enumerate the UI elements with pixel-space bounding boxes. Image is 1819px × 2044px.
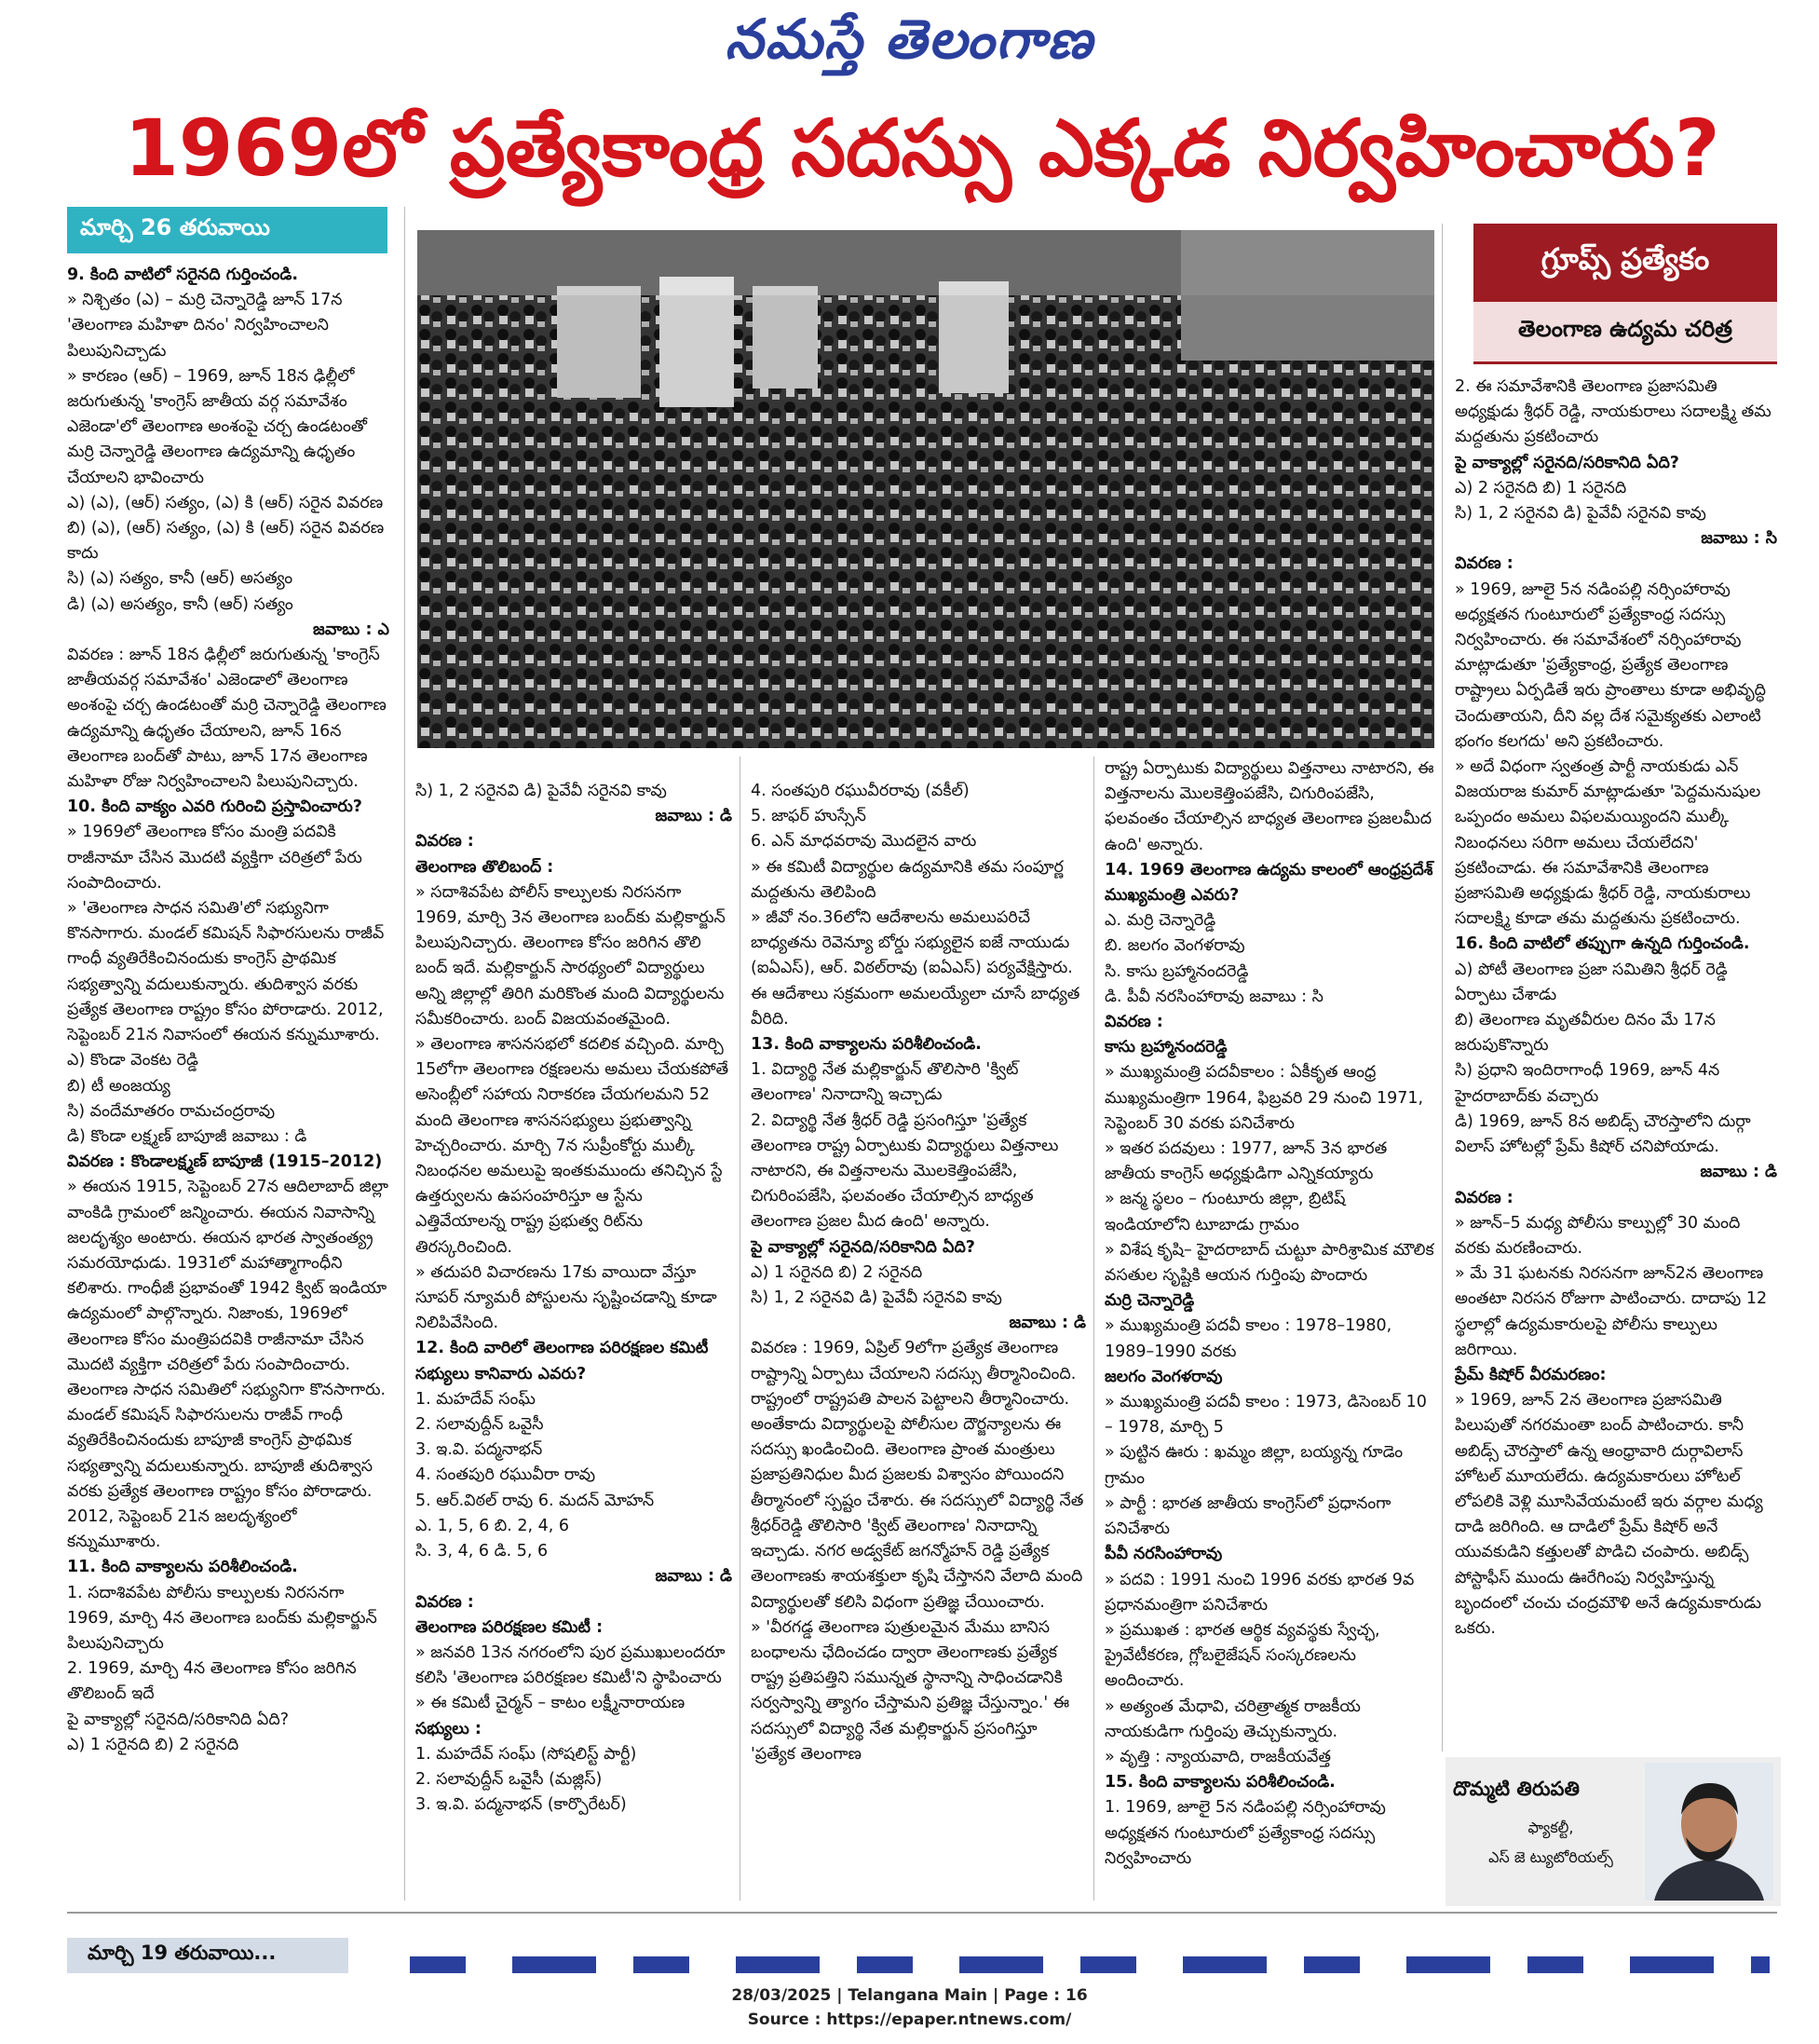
question-14: 14. 1969 తెలంగాణ ఉద్యమ కాలంలో ఆంధ్రప్రదేశ్ ముఖ్యమంత్రి ఎవరు? [1105,860,1433,906]
paragraph: రాష్ట్ర ఏర్పాటుకు విద్యార్థులు విత్తనాలు నాటారని, ఈ విత్తనాలను మొలకెత్తింపజేసి, చిగురింపజేసి, ఫలవంతం చేయాల్సిన బాధ్యత తెలంగాణ ప్రజలమీద ఉంది' అన్నారు. [1105,759,1434,854]
option: డి) 1969, జూన్ 8న అబిడ్స్ చౌరస్తాలోని దుర్గా విలాస్ హోటల్లో ప్రేమ్ కిషోర్ చనిపోయాడు. [1455,1111,1751,1157]
option: బి) తెలంగాణ మృతవీరుల దినం మే 17న జరుపుకొన్నారు [1455,1011,1716,1056]
list-item: 2. సలావుద్దీన్ ఒవైసీ (మజ్లిస్) [415,1769,603,1789]
column-divider [404,207,405,1901]
subheading: పీవీ నరసింహారావు [1105,1545,1223,1564]
author-org: ఎస్ జె ట్యుటోరియల్స్ [1488,1848,1613,1866]
question-12: 12. కింది వారిలో తెలంగాణ పరిరక్షణల కమిటీ సభ్యులు కానివారు ఎవరు? [415,1339,709,1383]
paragraph: » ఈ కమిటీ చైర్మన్ – కాటం లక్ష్మీనారాయణ [415,1694,686,1713]
answer: జవాబు : డి [1009,1314,1086,1333]
question-16: 16. కింది వాటిలో తప్పుగా ఉన్నది గుర్తించండి. [1455,934,1750,954]
paragraph: » జూన్–5 మధ్య పోలీసు కాల్పుల్లో 30 మంది వరకు మరణించారు. [1455,1213,1741,1258]
paragraph: » తెలంగాణ శాసనసభలో కదలిక వచ్చింది. మార్చి 15లోగా తెలంగాణ రక్షణలను అమలు చేయకపోతే అసెంబ్లీలో సహాయ నిరాకరణ చేయగలమని 52 మంది తెలంగాణ శాసనసభ్యులు ప్రభుత్వాన్ని హెచ్చరించారు. మార్చి 7న సుప్రీంకోర్టు ముల్కీ నిబంధనల అమలుపై ఇంతకుముందు తనిచ్చిన స్టే ఉత్తర్వులను ఉపసంహరిస్తూ ఆ స్టేను ఎత్తివేయాలన్న రాష్ట్ర ప్రభుత్వ రిట్‌ను తిరస్కరించింది. [415,1035,729,1257]
paragraph: » ప్రముఖత : భారత ఆర్థిక వ్యవస్థకు స్వేచ్ఛ, ప్రైవేటీకరణ, గ్లోబలైజేషన్ సంస్కరణలను అందించారు. [1105,1620,1380,1691]
column-4 [1105,756,1434,1904]
paragraph: » జనవరి 13న నగరంలోని పుర ప్రముఖులందరూ కలిసి 'తెలంగాణ పరిరక్షణల కమిటీ'ని స్థాపించారు [415,1642,726,1688]
option: సి) 1, 2 సరైనవి డి) పైవేవీ సరైనవి కావు [1455,504,1706,524]
list-item: 3. ఇ.వి. పద్మనాభన్ [415,1440,543,1460]
masthead-logo: నమస్తే తెలంగాణ [725,7,1094,71]
horizontal-rule [67,1912,1777,1914]
paragraph: » ముఖ్యమంత్రి పదవీకాలం : ఏకీకృత ఆంధ్ర ముఖ్యమంత్రిగా 1964, ఫిబ్రవరి 29 నుంచి 1971, సెప్టెంబర్ 30 వరకు పనిచేశారు [1105,1063,1424,1133]
question-prompt: పై వాక్యాల్లో సరైనది/సరికానిది ఏది? [1455,453,1679,472]
paragraph: » సదాశివపేట పోలీస్ కాల్పులకు నిరసనగా 1969, మార్చి 3న తెలంగాణ బంద్‌కు మల్లికార్జున్ పిలుపునిచ్చారు. తెలంగాణ కోసం జరిగిన తొలి బంద్ ఇదే. మల్లికార్జున్ సారథ్యంలో విద్యార్థులు అన్ని జిల్లాల్లో తిరిగి మరికొంత మంది విద్యార్థులను సమీకరించారు. బంద్ విజయవంతమైంది. [415,882,726,1029]
explanation-heading: వివరణ : [415,1592,474,1612]
paragraph: » 1969లో తెలంగాణ కోసం మంత్రి పదవికి రాజీనామా చేసిన మొదటి వ్యక్తిగా చరిత్రలో పేరు సంపాదించారు. [67,823,362,893]
explanation-heading: వివరణ : కొండాలక్ష్మణ్ బాపూజీ (1915–2012) [67,1152,383,1172]
question-15: 15. కింది వాక్యాలను పరిశీలించండి. [1105,1773,1336,1792]
question-11: 11. కింది వాక్యాలను పరిశీలించండి. [67,1558,298,1577]
groups-special-banner: గ్రూప్స్ ప్రత్యేకం [1473,224,1777,302]
answer: జవాబు : ఎ [313,620,389,639]
statement: పై వాక్యాల్లో సరైనది/సరికానిది ఏది? [67,1710,290,1729]
answer: జవాబు : సి [1701,529,1777,549]
list-item: 4. సంతపురి రఘువీరా రావు [415,1465,596,1485]
column-5 [1455,375,1777,1750]
option: సి) వందేమాతరం రామచంద్రరావు [67,1101,276,1121]
paragraph: » 'తెలంగాణ సాధన సమితి'లో సభ్యునిగా కొనసాగారు. మండల్ కమిషన్ సిఫారసులను రాజీవ్ గాంధీ వ్యతిరేకించినందుకు కాంగ్రెస్ ప్రాథమిక సభ్యత్వాన్ని వదులుకున్నారు. తుదిశ్వాస వరకు ప్రత్యేక తెలంగాణ రాష్ట్రం కోసం పోరాడారు. 2012, సెప్టెంబర్ 21న నివాసంలో ఈయన కన్నుమూశారు. [67,899,385,1045]
option: డి) (ఎ) అసత్యం, కానీ (ఆర్) సత్యం [67,594,293,614]
answer: జవాబు : డి [1700,1163,1777,1182]
protest-photo [417,230,1434,748]
option: సి) (ఎ) సత్యం, కానీ (ఆర్) అసత్యం [67,569,293,589]
paragraph: » జన్మ స్థలం – గుంటూరు జిల్లా, బ్రిటిష్ ఇండియాలోని టూబాడు గ్రామం [1105,1190,1346,1234]
column-3 [751,779,1086,1904]
next-headline-strip [410,1956,1770,1973]
author-photo [1645,1763,1773,1901]
question-prompt: పై వాక్యాల్లో సరైనది/సరికానిది ఏది? [751,1237,975,1257]
option: ఎ) 1 సరైనది బి) 2 సరైనది [67,1735,239,1754]
paragraph: » 1969, జూలై 5న నడింపల్లి నర్సింహారావు అధ్యక్షతన గుంటూరులో ప్రత్యేకాంధ్ర సదస్సు నిర్వహించారు. ఈ సమావేశంలో నర్సింహారావు మాట్లాడుతూ 'ప్రత్యేకాంధ్ర, ప్రత్యేక తెలంగాణ రాష్ట్రాలు ఏర్పడితే ఇరు ప్రాంతాలు కూడా అభివృద్ధి చెందుతాయని, దీని వల్ల దేశ సమైక్యతకు ఎలాంటి భంగం కలగదు' అని ప్రకటించారు. [1455,579,1766,751]
paragraph: » ముఖ్యమంత్రి పదవీ కాలం : 1978–1980, 1989–1990 వరకు [1105,1316,1392,1361]
option: ఎ) పోటీ తెలంగాణ ప్రజా సమితిని శ్రీధర్ రెడ్డి ఏర్పాటు చేశాడు [1455,960,1728,1004]
footer-date-page: 28/03/2025 | Telangana Main | Page : 16 [731,1986,1088,2005]
option: ఎ) కొండా వెంకట రెడ్డి [67,1051,198,1070]
answer: జవాబు : డి [655,1567,732,1587]
paragraph: » ఈయన 1915, సెప్టెంబర్ 27న ఆదిలాబాద్ జిల్లా వాంకిడి గ్రామంలో జన్మించారు. ఈయన నివాసాన్ని జలదృశ్యం అంటారు. ఈయన భారత స్వాతంత్య్ర సమరయోధుడు. 1931లో మహాత్మాగాంధీని కలిశారు. గాంధీజీ ప్రభావంతో 1942 క్విట్ ఇండియా ఉద్యమంలో పాల్గొన్నారు. నిజాంకు, 1969లో తెలంగాణ కోసం మంత్రిపదవికి రాజీనామా చేసిన మొదటి వ్యక్తిగా చరిత్రలో పేరు సంపాదించారు. తెలంగాణ సాధన సమితిలో సభ్యునిగా కొనసాగారు. మండల్ కమిషన్ సిఫారసులను రాజీవ్ గాంధీ వ్యతిరేకించినందుకు బాపూజీ కాంగ్రెస్ ప్రాథమిక సభ్యత్వాన్ని వదులుకున్నారు. బాపూజీ తుదిశ్వాస వరకు ప్రత్యేక తెలంగాణ రాష్ట్రం కోసం పోరాడారు. 2012, సెప్టెంబర్ 21న జలదృశ్యంలో కన్నుమూశారు. [67,1178,388,1552]
paragraph: » 'వీరగడ్డ తెలంగాణ పుత్రులమైన మేము బానిస బంధాలను ఛేదించడం ద్వారా తెలంగాణకు ప్రత్యేక రాష్ట్ర ప్రతిపత్తిని సమున్నత స్థానాన్ని సాధించడానికి సర్వస్వాన్ని త్యాగం చేస్తామని ప్రతిజ్ఞ చేస్తున్నాం.' ఈ సదస్సులో విద్యార్థి నేత మల్లికార్జున్ ప్రసంగిస్తూ 'ప్రత్యేక తెలంగాణ [751,1617,1070,1764]
statement: 1. విద్యార్థి నేత మల్లికార్జున్ తొలిసారి 'క్విట్ తెలంగాణ' నినాదాన్ని ఇచ్చాడు [751,1060,1019,1105]
option: సి) ప్రధాని ఇందిరాగాంధీ 1969, జూన్ 4న హైదరాబాద్‌కు వచ్చారు [1455,1061,1720,1106]
section-tag-previous: మార్చి 19 తరువాయి... [67,1938,348,1973]
column-1 [67,263,389,1904]
list-item: 5. జాఫర్ హుస్సేన్ [751,807,866,826]
paragraph: » 1969, జూన్ 2న తెలంగాణ ప్రజాసమితి పిలుపుతో నగరమంతా బంద్ పాటించారు. కానీ అబిడ్స్ చౌరస్తాలో ఉన్న ఆంధ్రావారి దుర్గావిలాస్ హోటల్ మూయలేదు. ఉద్యమకారులు హోటల్ లోపలికి వెళ్లి మూసివేయమంటే ఇరు వర్గాల మధ్య దాడి జరిగింది. ఆ దాడిలో ప్రేమ్ కిషోర్ అనే యువకుడిని కత్తులతో పొడిచి చంపారు. అబిడ్స్ పోస్టాఫీస్ ముందు ఊరేగింపు నిర్వహిస్తున్న బృందంలో చంచు చంద్రమౌళి అనే ఉద్యమకారుడు ఒకరు. [1455,1391,1763,1638]
option: సి. 3, 4, 6 డి. 5, 6 [415,1542,549,1561]
list-item: 2. సలావుద్దీన్ ఒవైసీ [415,1415,544,1435]
paragraph: » తదుపరి విచారణను 17కు వాయిదా వేస్తూ సూపర్ న్యూమరీ పోస్టులను సృష్టించడాన్ని కూడా నిలిపివేసింది. [415,1262,717,1333]
answer: జవాబు : డి [655,807,732,826]
option: సి. కాసు బ్రహ్మానందరెడ్డి [1105,961,1249,981]
paragraph: » పదవి : 1991 నుంచి 1996 వరకు భారత 9వ ప్రధానమంత్రిగా పనిచేశారు [1105,1570,1415,1615]
paragraph: » అత్యంత మేధావి, చరిత్రాత్మక రాజకీయ నాయకుడిగా గుర్తింపు తెచ్చుకున్నారు. [1105,1697,1361,1741]
paragraph: » ఈ కమిటీ విద్యార్థుల ఉద్యమానికి తమ సంపూర్ణ మద్దతును తెలిపింది [751,857,1064,902]
paragraph: » జీవో నం.36లోని ఆదేశాలను అమలుపరిచే బాధ్యతను రెవెన్యూ బోర్డు సభ్యులైన ఐజే నాయుడు (ఐఏఎస్), ఆర్. విఠల్‌రావు (ఐఏఎస్) పర్యవేక్షిస్తారు. ఈ ఆదేశాలు సక్రమంగా అమలయ్యేలా చూసే బాధ్యత వీరిది. [751,908,1080,1029]
option: బి) టీ అంజయ్య [67,1076,170,1096]
paragraph: » ముఖ్యమంత్రి పదవీ కాలం : 1973, డిసెంబర్ 10 – 1978, మార్చి 5 [1105,1393,1427,1438]
question-9: 9. కింది వాటిలో సరైనది గుర్తించండి. [67,266,298,284]
paragraph: » నిశ్చితం (ఎ) – మర్రి చెన్నారెడ్డి జూన్ 17న 'తెలంగాణ మహిళా దినం' నిర్వహించాలని పిలుపునిచ్చాడు [67,291,343,361]
explanation-heading: వివరణ : [1105,1013,1163,1032]
option: డి) కొండా లక్ష్మణ్ బాపూజీ జవాబు : డి [67,1126,307,1146]
option: ఎ. మర్రి చెన్నారెడ్డి [1105,911,1216,931]
explanation: వివరణ : 1969, ఏప్రిల్ 9లోగా ప్రత్యేక తెలంగాణ రాష్ట్రాన్ని ఏర్పాటు చేయాలని సదస్సు తీర్మానించింది. రాష్ట్రంలో రాష్ట్రపతి పాలన పెట్టాలని తీర్మానించారు. అంతేకాదు విద్యార్థులపై పోలీసుల దౌర్జన్యాలను ఈ సదస్సు ఖండించింది. తెలంగాణ ప్రాంత మంత్రులు ప్రజాప్రతినిధుల మీద ప్రజలకు విశ్వాసం పోయిందని తీర్మానంలో స్పష్టం చేశారు. ఈ సదస్సులో విద్యార్థి నేత శ్రీధర్‌రెడ్డి తొలిసారి 'క్విట్ తెలంగాణ' నినాదాన్ని ఇచ్చాడు. నగర అడ్వకేట్ జగన్మోహన్ రెడ్డి ప్రత్యేక తెలంగాణకు శాయశక్తులా కృషి చేస్తానని వేలాది మంది విద్యార్థులతో కలిసి విధంగా ప్రతిజ్ఞ చేయించారు. [751,1339,1084,1612]
statement: 2. విద్యార్థి నేత శ్రీధర్ రెడ్డి ప్రసంగిస్తూ 'ప్రత్యేక తెలంగాణ రాష్ట్ర ఏర్పాటుకు విద్యార్థులు విత్తనాలు నాటారని, ఈ విత్తనాలను మొలకెత్తింపజేసి, చిగురింపజేసి, ఫలవంతం చేయాల్సిన బాధ్యత తెలంగాణ ప్రజల మీద ఉంది' అన్నారు. [751,1111,1059,1232]
author-role: ఫ్యాకల్టీ, [1527,1819,1574,1836]
author-name: దొమ్మటి తిరుపతి [1453,1778,1580,1800]
option: బి. జలగం వెంగళరావు [1105,936,1245,956]
subheading: తెలంగాణ పరిరక్షణల కమిటీ : [415,1617,604,1637]
column-divider [1093,756,1094,1901]
paragraph: » కారణం (ఆర్) – 1969, జూన్ 18న ఢిల్లీలో జరుగుతున్న 'కాంగ్రెస్ జాతీయ వర్గ సమావేశం ఎజెండా'లో తెలంగాణ అంశంపై చర్చ ఉండటంతో మర్రి చెన్నారెడ్డి తెలంగాణ ఉద్యమాన్ని ఉధృతం చేయాలని భావించారు [67,366,367,487]
paragraph: » పుట్టిన ఊరు : ఖమ్మం జిల్లా, బయ్యన్న గూడెం గ్రామం [1105,1443,1404,1488]
subheading: కాసు బ్రహ్మానందరెడ్డి [1105,1038,1228,1057]
subheading: జలగం వెంగళరావు [1105,1367,1223,1386]
subheading: సభ్యులు : [415,1719,482,1738]
option: సి) 1, 2 సరైనవి డి) పైవేవీ సరైనవి కావు [751,1288,1002,1308]
statement: 2. ఈ సమావేశానికి తెలంగాణ ప్రజాసమితి అధ్యక్షుడు శ్రీధర్ రెడ్డి, నాయకురాలు సదాలక్ష్మి తమ మద్దతును ప్రకటించారు [1455,377,1771,447]
explanation-heading: వివరణ : [1455,1188,1514,1207]
explanation-heading: వివరణ : [1455,554,1514,574]
subheading: ప్రేమ్ కిషోర్ వీరమరణం: [1455,1365,1607,1384]
subheading: మర్రి చెన్నారెడ్డి [1105,1291,1195,1311]
list-item: 5. ఆర్.విఠల్ రావు 6. మదన్ మోహన్ [415,1491,655,1510]
list-item: 4. సంతపురి రఘువీరరావు (వకీల్) [751,782,970,800]
telangana-movement-history-label: తెలంగాణ ఉద్యమ చరిత్ర [1473,302,1777,364]
option: ఎ) (ఎ), (ఆర్) సత్యం, (ఎ) కి (ఆర్) సరైన వివరణ [67,493,384,512]
option: ఎ) 2 సరైనది బి) 1 సరైనది [1455,478,1627,497]
statement: 1. 1969, జూలై 5న నడింపల్లి నర్సింహారావు అధ్యక్షతన గుంటూరులో ప్రత్యేకాంధ్ర సదస్సు నిర్వహించారు [1105,1798,1386,1868]
subheading: తెలంగాణ తొలిబంద్ : [415,857,554,877]
footer-source: Source : https://epaper.ntnews.com/ [747,2010,1072,2029]
list-item: 1. మహదేవ్ సంఘ్ [415,1389,536,1409]
column-divider [1442,224,1443,1751]
paragraph: » మే 31 ఘటనకు నిరసనగా జూన్2న తెలంగాణ అంతటా నిరసన రోజుగా పాటించారు. దాదాపు 12 స్థలాల్లో ఉద్యమకారులపై పోలీసు కాల్పులు జరిగాయి. [1455,1264,1768,1359]
option: బి) (ఎ), (ఆర్) సత్యం, (ఎ) కి (ఆర్) సరైన వివరణ కాదు [67,519,385,564]
list-item: 1. మహదేవ్ సంఘ్ (సోషలిస్ట్ పార్టీ) [415,1744,637,1764]
option: ఎ. 1, 5, 6 బి. 2, 4, 6 [415,1516,570,1535]
page-headline: 1969లో ప్రత్యేకాంధ్ర సదస్సు ఎక్కడ నిర్వహించారు? [124,102,1720,194]
paragraph: » వృత్తి : న్యాయవాది, రాజకీయవేత్త [1105,1747,1332,1766]
list-item: 6. ఎన్ మాధవరావు మొదలైన వారు [751,832,977,852]
column-2 [415,779,732,1904]
paragraph: » అదే విధంగా స్వతంత్ర పార్టీ నాయకుడు ఎన్ విజయరాజ కుమార్ మాట్లాడుతూ 'పెద్దమనుషుల ఒప్పందం అమలు విఫలమయ్యిందని ముల్కీ నిబంధనలు సరిగా అమలు చేయలేదని' ప్రకటించాడు. ఈ సమావేశానికి తెలంగాణ ప్రజాసమితి అధ్యక్షుడు శ్రీధర్ రెడ్డి, నాయకురాలు సదాలక్ష్మి కూడా తమ మద్దతును ప్రకటించారు. [1455,757,1761,929]
statement: 2. 1969, మార్చి 4న తెలంగాణ కోసం జరిగిన తొలిబంద్ ఇదే [67,1659,357,1704]
explanation-heading: వివరణ : [415,832,474,852]
explanation: వివరణ : జూన్ 18న ఢిల్లీలో జరుగుతున్న 'కాంగ్రెస్ జాతీయవర్గ సమావేశం' ఎజెండాలో తెలంగాణ అంశంపై చర్చ ఉండటంతో మర్రి చెన్నారెడ్డి తెలంగాణ ఉద్యమాన్ని ఉధృతం చేయాలని, జూన్ 16న తెలంగాణ బంద్‌తో పాటు, జూన్ 17న తెలంగాణ మహిళా రోజు నిర్వహించాలని పిలుపునిచ్చారు. [67,646,387,792]
section-tag-continued: మార్చి 26 తరువాయి [67,207,387,253]
paragraph: » పార్టీ : భారత జాతీయ కాంగ్రెస్‌లో ప్రధానంగా పనిచేశారు [1105,1493,1391,1539]
list-item: 3. ఇ.వి. పద్మనాభన్ (కార్పొరేటర్) [415,1795,627,1815]
statement: 1. సదాశివపేట పోలీసు కాల్పులకు నిరసనగా 1969, మార్చి 4న తెలంగాణ బంద్‌కు మల్లికార్జున్ పిలుపునిచ్చారు [67,1583,377,1653]
author-card [1446,1757,1781,1906]
paragraph: » ఇతర పదవులు : 1977, జూన్ 3న భారత జాతీయ కాంగ్రెస్ అధ్యక్షుడిగా ఎన్నికయ్యారు [1105,1139,1388,1184]
option: డి. పీవీ నరసింహారావు జవాబు : సి [1105,987,1324,1006]
question-10: 10. కింది వాక్యం ఎవరి గురించి ప్రస్తావించారు? [67,797,362,817]
option: ఎ) 1 సరైనది బి) 2 సరైనది [751,1262,923,1282]
paragraph: » విశేష కృషి– హైదరాబాద్ చుట్టూ పారిశ్రామిక మౌలిక వసతుల సృష్టికి ఆయన గుర్తింపు పొందారు [1105,1240,1434,1286]
option: సి) 1, 2 సరైనవి డి) పైవేవీ సరైనవి కావు [415,782,667,800]
question-13: 13. కింది వాక్యాలను పరిశీలించండి. [751,1035,982,1055]
